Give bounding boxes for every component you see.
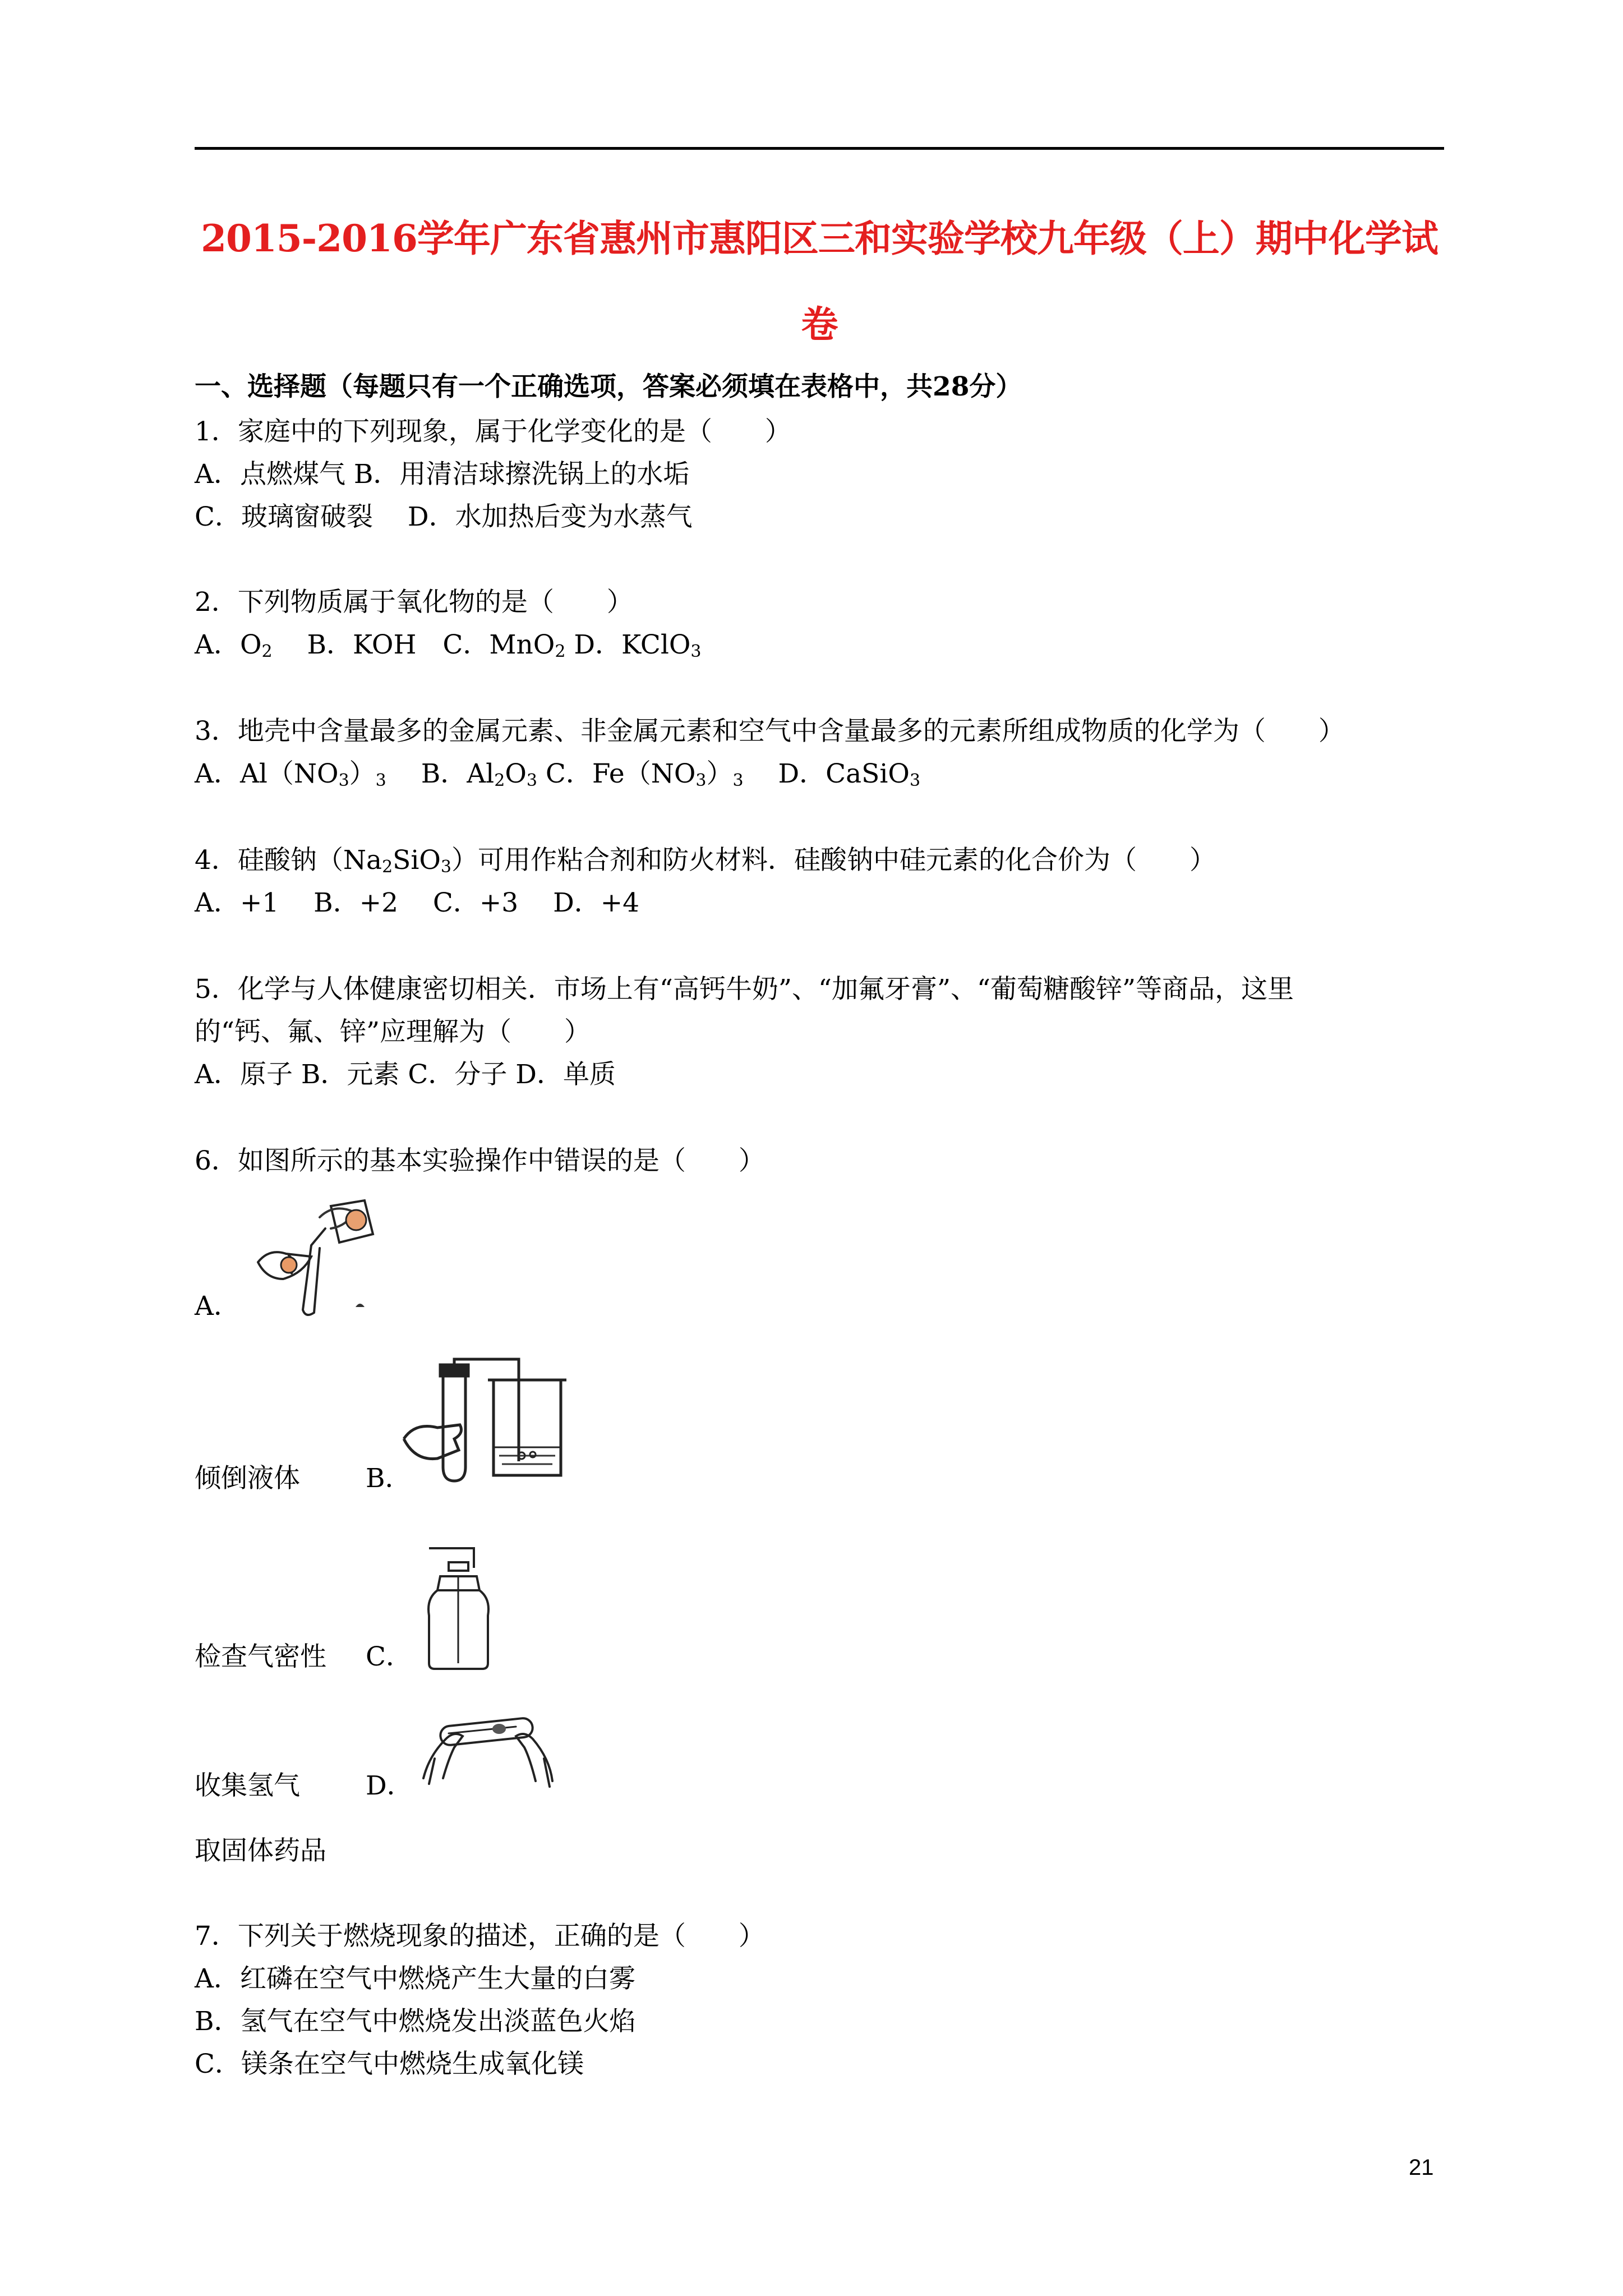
option-text: ） [349, 758, 376, 789]
question-5-stem-line2: 的“钙、氟、锌”应理解为（ ） [195, 1016, 591, 1047]
subscript: 3 [375, 771, 386, 790]
subscript: 2 [261, 642, 273, 661]
option-text: B．KOH C．MnO [272, 629, 555, 660]
option-b-label: 检查气密性 [195, 1641, 326, 1672]
option-c-label: 收集氢气 [195, 1770, 300, 1801]
header-rule [195, 147, 1444, 150]
option-text: D．CaSiO [743, 758, 910, 789]
stem-text: SiO [393, 845, 441, 876]
page-number: 21 [1409, 2155, 1434, 2180]
option-c-marker: C． [366, 1641, 412, 1672]
question-2-stem: 2．下列物质属于氧化物的是（ ） [195, 587, 633, 618]
subscript: 3 [732, 771, 744, 790]
question-7-option-c: C．镁条在空气中燃烧生成氧化镁 [195, 2049, 584, 2079]
option-text: B．Al [386, 758, 495, 789]
question-3-stem: 3．地壳中含量最多的金属元素、非金属元素和空气中含量最多的元素所组成物质的化学为（ ） [195, 716, 1345, 747]
subscript: 3 [526, 771, 537, 790]
option-text: A．Al（NO [195, 758, 339, 789]
option-d-label: 取固体药品 [195, 1835, 326, 1866]
subscript: 2 [555, 642, 566, 661]
stem-text: ）可用作粘合剂和防火材料．硅酸钠中硅元素的化合价为（ ） [451, 845, 1216, 876]
question-7-option-b: B．氢气在空气中燃烧发出淡蓝色火焰 [195, 2006, 636, 2037]
subscript: 3 [695, 771, 707, 790]
question-1-options-ab: A．点燃煤气 B．用清洁球擦洗锅上的水垢 [195, 459, 690, 490]
question-3-options [195, 758, 921, 790]
pouring-liquid-figure [236, 1195, 381, 1324]
question-4-stem [195, 847, 1216, 876]
stem-text: 4．硅酸钠（Na [195, 845, 382, 876]
option-a-label: 倾倒液体 [195, 1463, 300, 1494]
question-7-option-a: A．红磷在空气中燃烧产生大量的白雾 [195, 1963, 635, 1994]
exam-title-line1: 2015-2016学年广东省惠州市惠阳区三和实验学校九年级（上）期中化学试 [201, 217, 1438, 260]
option-text: O [505, 758, 527, 789]
question-5-stem-line1: 5．化学与人体健康密切相关．市场上有“高钙牛奶”、“加氟牙膏”、“葡萄糖酸锌”等商品，这里 [195, 974, 1294, 1005]
airtightness-check-figure [393, 1355, 578, 1489]
option-a-marker: A． [195, 1291, 240, 1322]
subscript: 2 [494, 771, 505, 790]
option-d-marker: D． [366, 1770, 413, 1801]
subscript: 2 [382, 857, 393, 877]
question-7-stem: 7．下列关于燃烧现象的描述，正确的是（ ） [195, 1921, 765, 1952]
subscript: 3 [909, 771, 921, 790]
question-1-options-cd: C．玻璃窗破裂 D．水加热后变为水蒸气 [195, 501, 693, 532]
take-solid-reagent-figure [415, 1705, 561, 1803]
question-4-options: A．+1 B．+2 C．+3 D．+4 [195, 887, 640, 918]
question-1-stem: 1．家庭中的下列现象，属于化学变化的是（ ） [195, 416, 791, 447]
subscript: 3 [338, 771, 349, 790]
option-text: A．O [195, 629, 262, 660]
section-heading: 一、选择题（每题只有一个正确选项，答案必须填在表格中，共28分） [195, 371, 1022, 402]
question-5-options: A．原子 B．元素 C．分子 D．单质 [195, 1059, 616, 1090]
collect-hydrogen-figure [418, 1537, 502, 1672]
subscript: 3 [690, 642, 702, 661]
subscript: 3 [440, 857, 452, 877]
option-text: ） [706, 758, 733, 789]
option-b-marker: B． [366, 1463, 412, 1494]
exam-title-line2: 卷 [801, 302, 838, 346]
option-text: C．Fe（NO [537, 758, 696, 789]
question-2-options [195, 629, 702, 661]
question-6-stem: 6．如图所示的基本实验操作中错误的是（ ） [195, 1145, 765, 1176]
option-text: D．KClO [565, 629, 691, 660]
